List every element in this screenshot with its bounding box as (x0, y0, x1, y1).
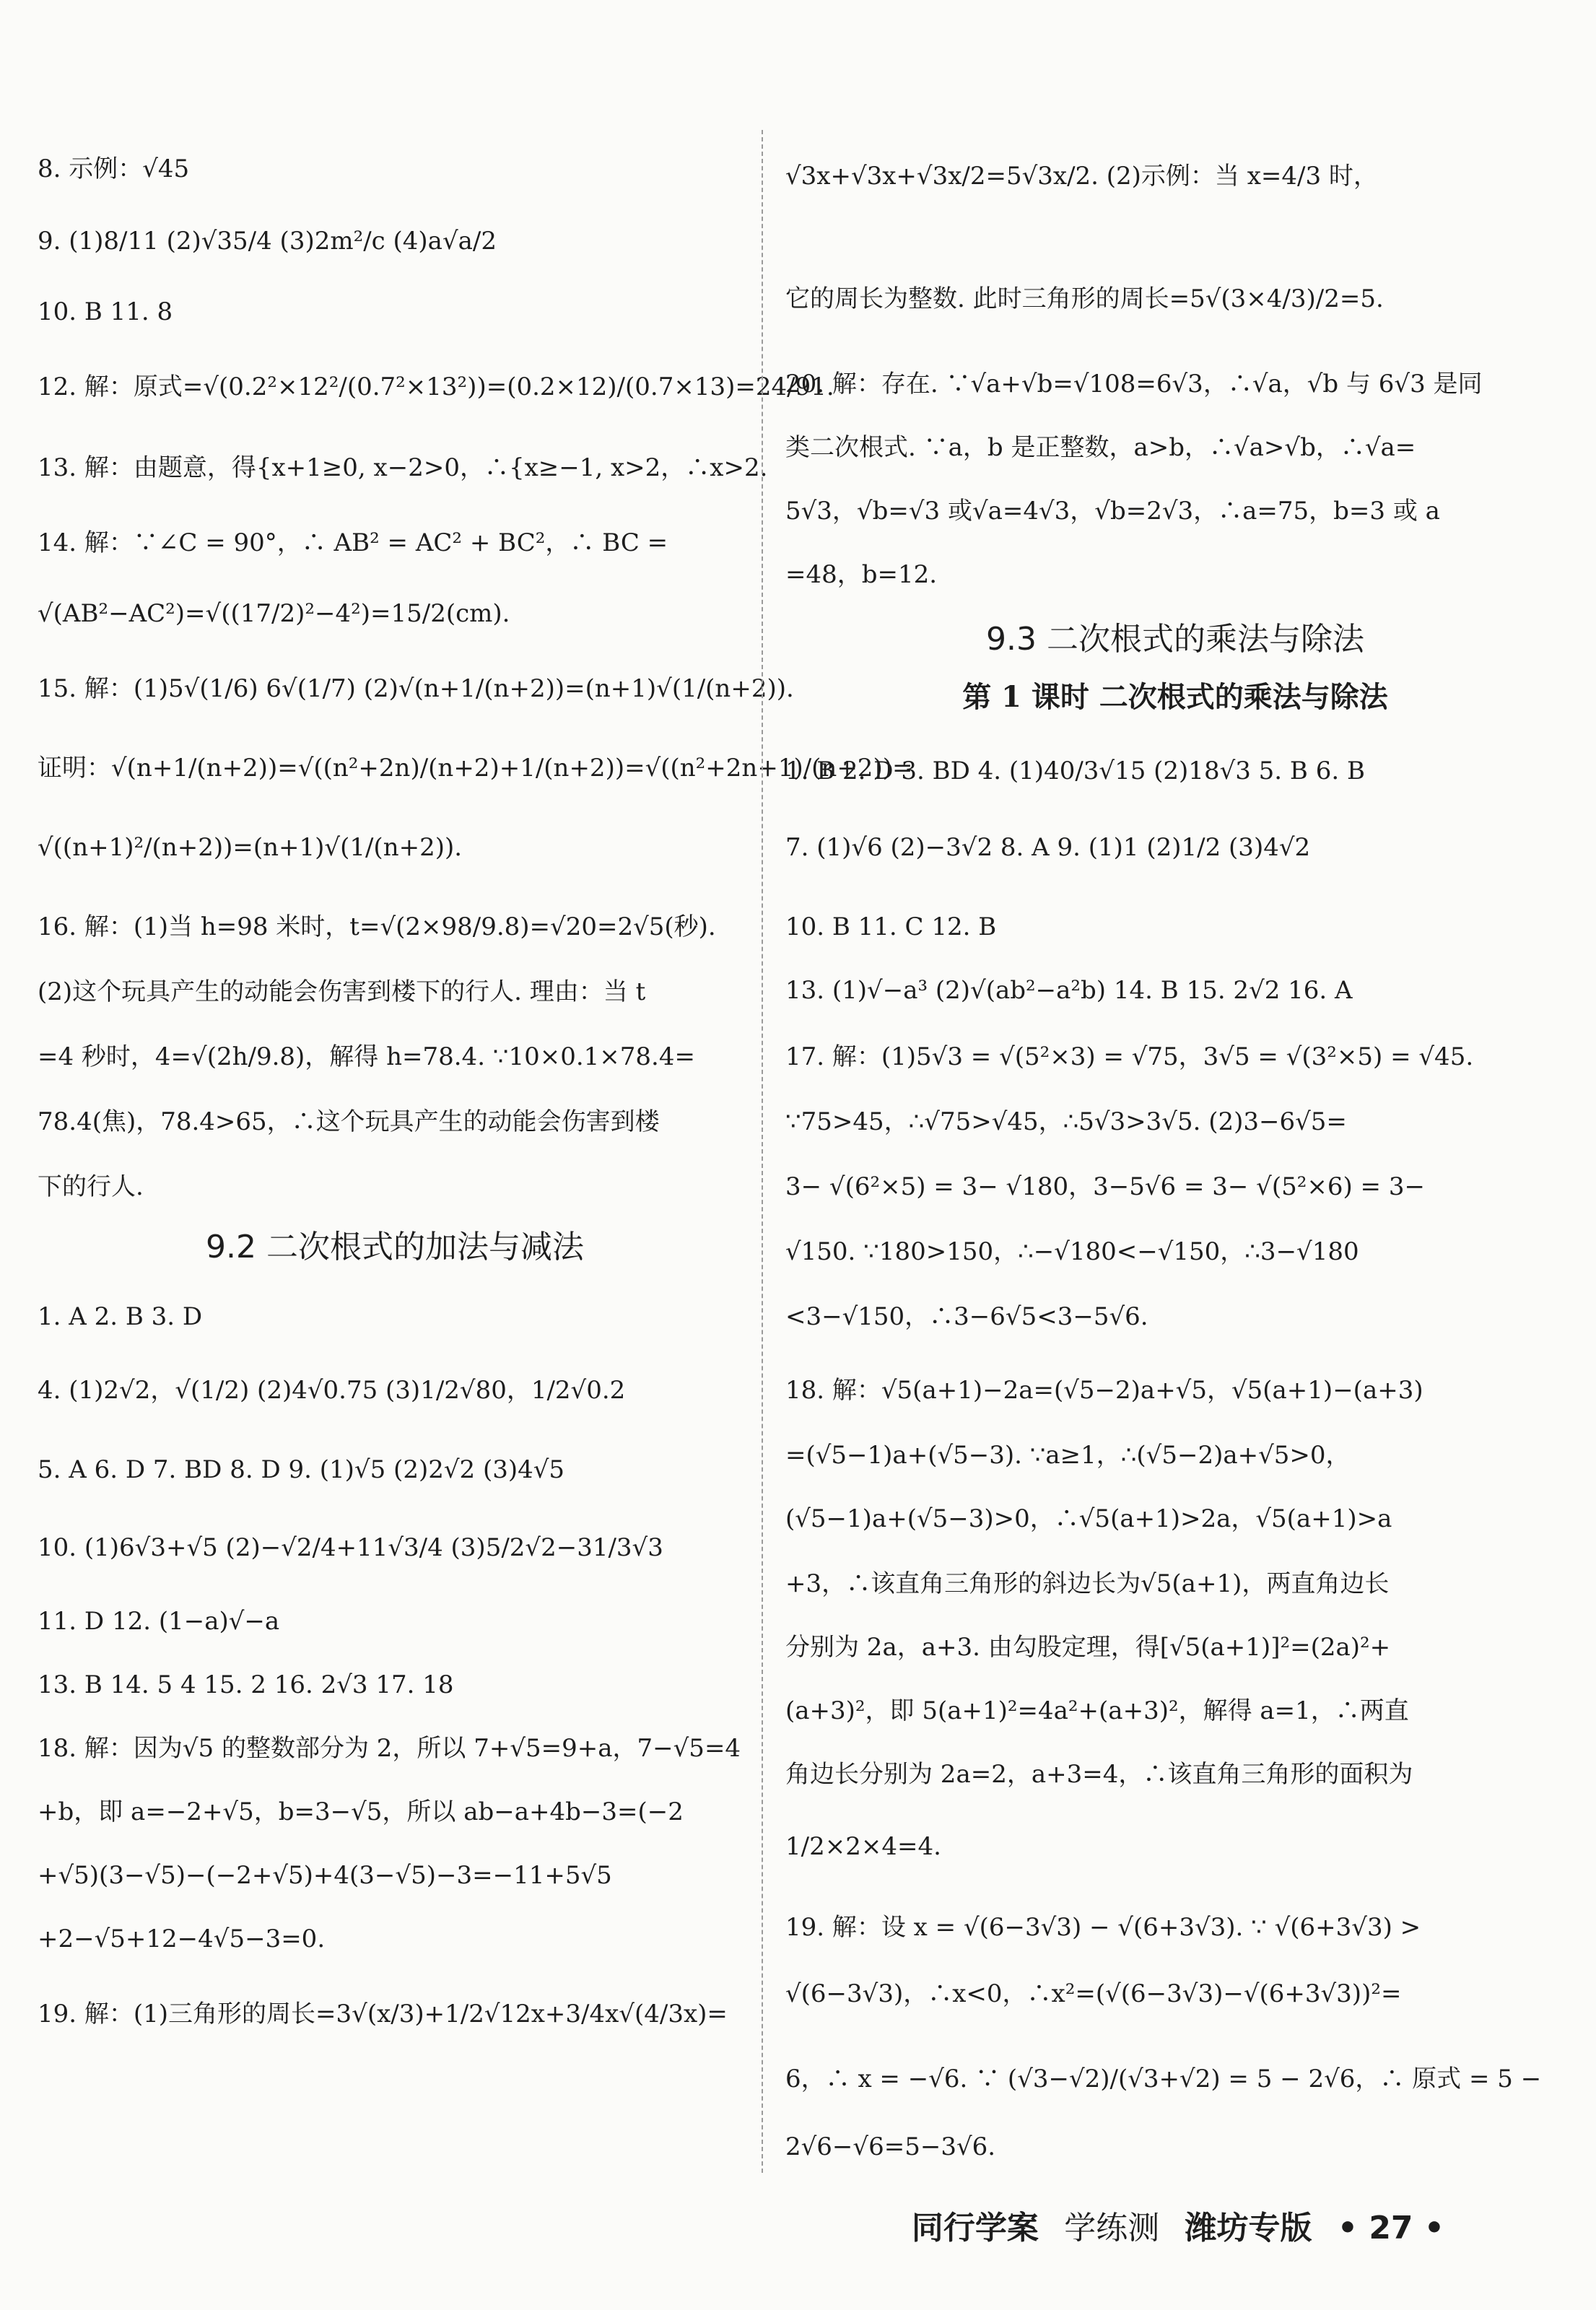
section-title-9-3: 9.3 二次根式的乘法与除法 (986, 621, 1364, 658)
right-answer-line: 6，∴ x = −√6. ∵ (√3−√2)/(√3+√2) = 5 − 2√6，∴ 原式 = 5 − (785, 2065, 1542, 2093)
right-answer-line: (a+3)²，即 5(a+1)²=4a²+(a+3)²，解得 a=1，∴两直 (785, 1696, 1409, 1725)
right-answer-line: =48，b=12. (785, 560, 938, 589)
left-answer-line: 证明：√(n+1/(n+2))=√((n²+2n)/(n+2)+1/(n+2))=√((n²+2n+1)/(n+2))= (38, 754, 913, 783)
right-answer-line: 角边长分别为 2a=2，a+3=4，∴该直角三角形的面积为 (785, 1760, 1413, 1789)
right-answer-line: (√5−1)a+(√5−3)>0，∴√5(a+1)>2a，√5(a+1)>a (785, 1504, 1392, 1533)
right-answer-line: 19. 解：设 x = √(6−3√3) − √(6+3√3). ∵ √(6+3√3) > (785, 1913, 1421, 1942)
right-answer-line: 它的周长为整数. 此时三角形的周长=5√(3×4/3)/2=5. (785, 284, 1384, 313)
right-answer-line: √(6−3√3)，∴x<0，∴x²=(√(6−3√3)−√(6+3√3))²= (785, 1979, 1402, 2008)
left-answer-line: 78.4(焦)，78.4>65，∴这个玩具产生的动能会伤害到楼 (38, 1107, 660, 1136)
right-answer-line: 类二次根式. ∵a，b 是正整数，a>b，∴√a>√b，∴√a= (785, 433, 1416, 462)
left-answer-line: 16. 解：(1)当 h=98 米时，t=√(2×98/9.8)=√20=2√5(秒). (38, 912, 716, 941)
right-answer-line: =(√5−1)a+(√5−3). ∵a≥1，∴(√5−2)a+√5>0， (785, 1441, 1351, 1470)
right-answer-line: √150. ∵180>150，∴−√180<−√150，∴3−√180 (785, 1237, 1359, 1266)
right-answer-line: 10. B 11. C 12. B (785, 912, 997, 941)
left-answer-line: 13. 解：由题意，得{x+1≥0, x−2>0，∴{x≥−1, x>2，∴x>2. (38, 453, 768, 482)
left-answer-line: +2−√5+12−4√5−3=0. (38, 1925, 326, 1953)
left-answer-line: 19. 解：(1)三角形的周长=3√(x/3)+1/2√12x+3/4x√(4/3x)= (38, 2000, 728, 2028)
page-footer (897, 2202, 1444, 2248)
left-answer-line: 12. 解：原式=√(0.2²×12²/(0.7²×13²))=(0.2×12)/(0.7×13)=24/91. (38, 372, 834, 401)
right-answer-line: <3−√150，∴3−6√5<3−5√6. (785, 1302, 1148, 1331)
section-title-9-2: 9.2 二次根式的加法与减法 (206, 1229, 584, 1265)
lesson-title: 第 1 课时 二次根式的乘法与除法 (962, 680, 1388, 714)
left-answer-line: 1. A 2. B 3. D (38, 1302, 203, 1331)
page-number: • 27 • (1337, 2210, 1444, 2246)
left-answer-line: +√5)(3−√5)−(−2+√5)+4(3−√5)−3=−11+5√5 (38, 1861, 612, 1890)
left-answer-line: 9. (1)8/11 (2)√35/4 (3)2m²/c (4)a√a/2 (38, 227, 497, 256)
left-answer-line: 10. B 11. 8 (38, 297, 173, 326)
right-answer-line: 1/2×2×4=4. (785, 1832, 941, 1861)
footer-series: 学练测 (1064, 2210, 1160, 2246)
footer-edition: 潍坊专版 (1185, 2210, 1312, 2246)
right-answer-line: 2√6−√6=5−3√6. (785, 2132, 996, 2161)
left-answer-line: √((n+1)²/(n+2))=(n+1)√(1/(n+2)). (38, 833, 463, 862)
left-answer-line: 4. (1)2√2，√(1/2) (2)4√0.75 (3)1/2√80，1/2√0.2 (38, 1376, 626, 1405)
right-answer-line: 17. 解：(1)5√3 = √(5²×3) = √75，3√5 = √(3²×5) = √45. (785, 1042, 1474, 1071)
column-divider (762, 130, 763, 2173)
left-answer-line: 11. D 12. (1−a)√−a (38, 1607, 280, 1636)
left-answer-line: 5. A 6. D 7. BD 8. D 9. (1)√5 (2)2√2 (3)4√5 (38, 1455, 565, 1484)
left-answer-line: √(AB²−AC²)=√((17/2)²−4²)=15/2(cm). (38, 599, 510, 628)
left-answer-line: =4 秒时，4=√(2h/9.8)，解得 h=78.4. ∵10×0.1×78.4= (38, 1042, 695, 1071)
left-answer-line: 15. 解：(1)5√(1/6) 6√(1/7) (2)√(n+1/(n+2))=(n+1)√(1/(n+2)). (38, 674, 794, 703)
right-answer-line: ∵75>45，∴√75>√45，∴5√3>3√5. (2)3−6√5= (785, 1107, 1347, 1136)
left-answer-line: 8. 示例：√45 (38, 154, 190, 183)
left-answer-line: (2)这个玩具产生的动能会伤害到楼下的行人. 理由：当 t (38, 977, 646, 1006)
right-answer-line: 13. (1)√−a³ (2)√(ab²−a²b) 14. B 15. 2√2 16. A (785, 976, 1353, 1005)
right-answer-line: 5√3，√b=√3 或√a=4√3，√b=2√3，∴a=75，b=3 或 a (785, 497, 1440, 526)
left-answer-line: 14. 解：∵∠C = 90°，∴ AB² = AC² + BC²，∴ BC = (38, 528, 668, 557)
right-answer-line: √3x+√3x+√3x/2=5√3x/2. (2)示例：当 x=4/3 时， (785, 162, 1378, 191)
left-answer-line: 10. (1)6√3+√5 (2)−√2/4+11√3/4 (3)5/2√2−31/3√3 (38, 1533, 663, 1562)
right-answer-line: 1. B 2. D 3. BD 4. (1)40/3√15 (2)18√3 5. B 6. B (785, 757, 1365, 785)
footer-brand: 同行学案 (911, 2210, 1039, 2246)
right-answer-line: 20. 解：存在. ∵√a+√b=√108=6√3，∴√a，√b 与 6√3 是同 (785, 370, 1483, 398)
right-answer-line: +3，∴该直角三角形的斜边长为√5(a+1)，两直角边长 (785, 1569, 1390, 1598)
left-answer-line: +b，即 a=−2+√5，b=3−√5，所以 ab−a+4b−3=(−2 (38, 1797, 684, 1826)
right-answer-line: 18. 解：√5(a+1)−2a=(√5−2)a+√5，√5(a+1)−(a+3) (785, 1376, 1423, 1405)
left-answer-line: 下的行人. (38, 1172, 144, 1201)
right-answer-line: 3− √(6²×5) = 3− √180，3−5√6 = 3− √(5²×6) = 3− (785, 1172, 1425, 1201)
right-answer-line: 分别为 2a，a+3. 由勾股定理，得[√5(a+1)]²=(2a)²+ (785, 1633, 1391, 1662)
left-answer-line: 13. B 14. 5 4 15. 2 16. 2√3 17. 18 (38, 1670, 454, 1699)
left-answer-line: 18. 解：因为√5 的整数部分为 2，所以 7+√5=9+a，7−√5=4 (38, 1734, 741, 1763)
right-answer-line: 7. (1)√6 (2)−3√2 8. A 9. (1)1 (2)1/2 (3)4√2 (785, 833, 1311, 862)
